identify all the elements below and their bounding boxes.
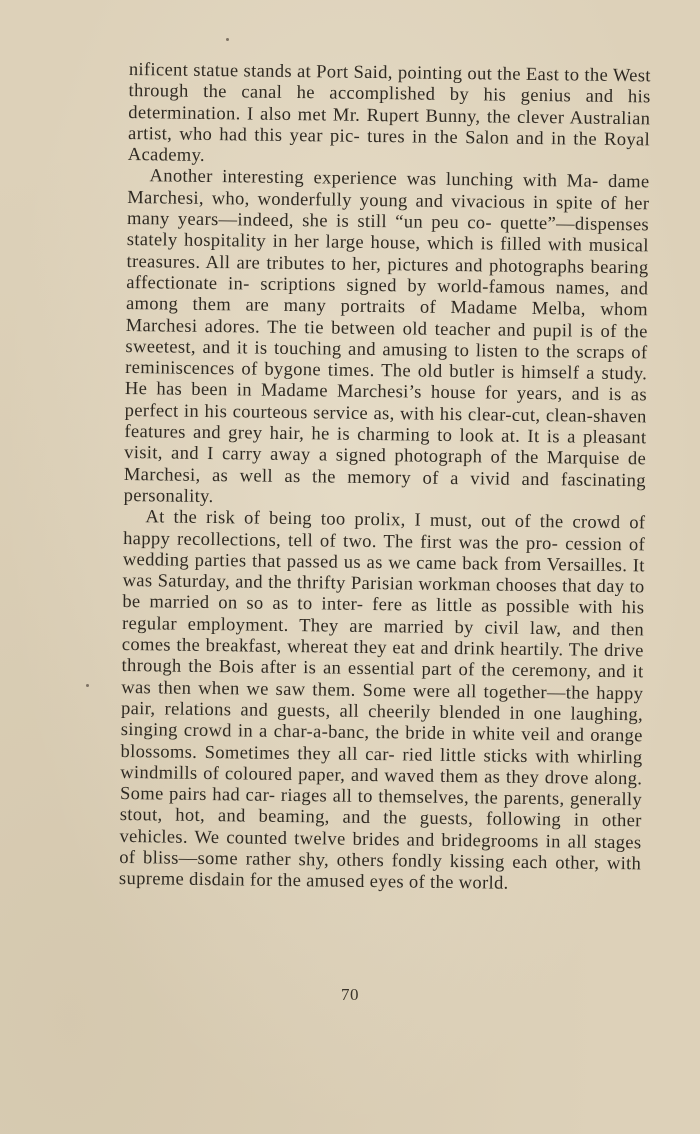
body-text [119, 60, 651, 897]
paragraph-wedding-parties: At the risk of being too prolix, I must, out of the crowd of happy recollections, tell of two. The first was the pro- cession of wedding parties that passed us as we came back from Versailles. It was Saturday, and the thrifty Parisian workman chooses that day to be married on so as to inter- fere as little as possible with his regular employment. They are married by civil law, and then comes the breakfast, whereat they eat and drink heartily. The drive through the Bois after is an essential part of the ceremony, and it was then when we saw them. Some were all together—the happy pair, relations and guests, all cheerily blended in one laughing, singing crowd in a char-a-banc, the bride in white veil and orange blossoms. Sometimes they all car- ried little sticks with whirling windmills of coloured paper, and waved them as they drove along. Some pairs had car- riages all to themselves, the parents, generally stout, hot, and beaming, and the guests, following in other vehicles. We counted twelve brides and bridegrooms in all stages of bliss—some rather shy, others fondly kissing each other, with supreme disdain for the amused eyes of the world. [118, 507, 646, 894]
paper-speck [86, 684, 89, 687]
paragraph-marchesi: Another interesting experience was lunching with Ma- dame Marchesi, who, wonderfully young and vivacious in spite of her many years—indeed, she is still “un peu co- quette”—dispenses stately hospitality in her large house, which is filled with musical treasures. All are tributes to her, pictures and photographs bearing affectionate in- scriptions signed by world-famous names, and among them are many portraits of Madame Melba, whom Marchesi adores. The tie between old teacher and pupil is of the sweetest, and it is touching and amusing to listen to the scraps of reminiscences of bygone times. The old butler is himself a study. He has been in Madame Marchesi’s house for years, and is as perfect in his courteous service as, with his clear-cut, clean-shaven features and grey hair, he is charming to look at. It is a pleasant visit, and I carry away a signed photograph of the Marquise de Marchesi, as well as the memory of a vivid and fascinating personality. [123, 166, 650, 508]
paper-speck [226, 38, 229, 41]
page-number: 70 [341, 985, 359, 1004]
paragraph-continued: nificent statue stands at Port Said, pointing out the East to the West through the canal he accomplished by his genius and his determination. I also met Mr. Rupert Bunny, the clever Australian artist, who had this year pic- tures in the Salon and in the Royal Academy. [127, 60, 651, 167]
